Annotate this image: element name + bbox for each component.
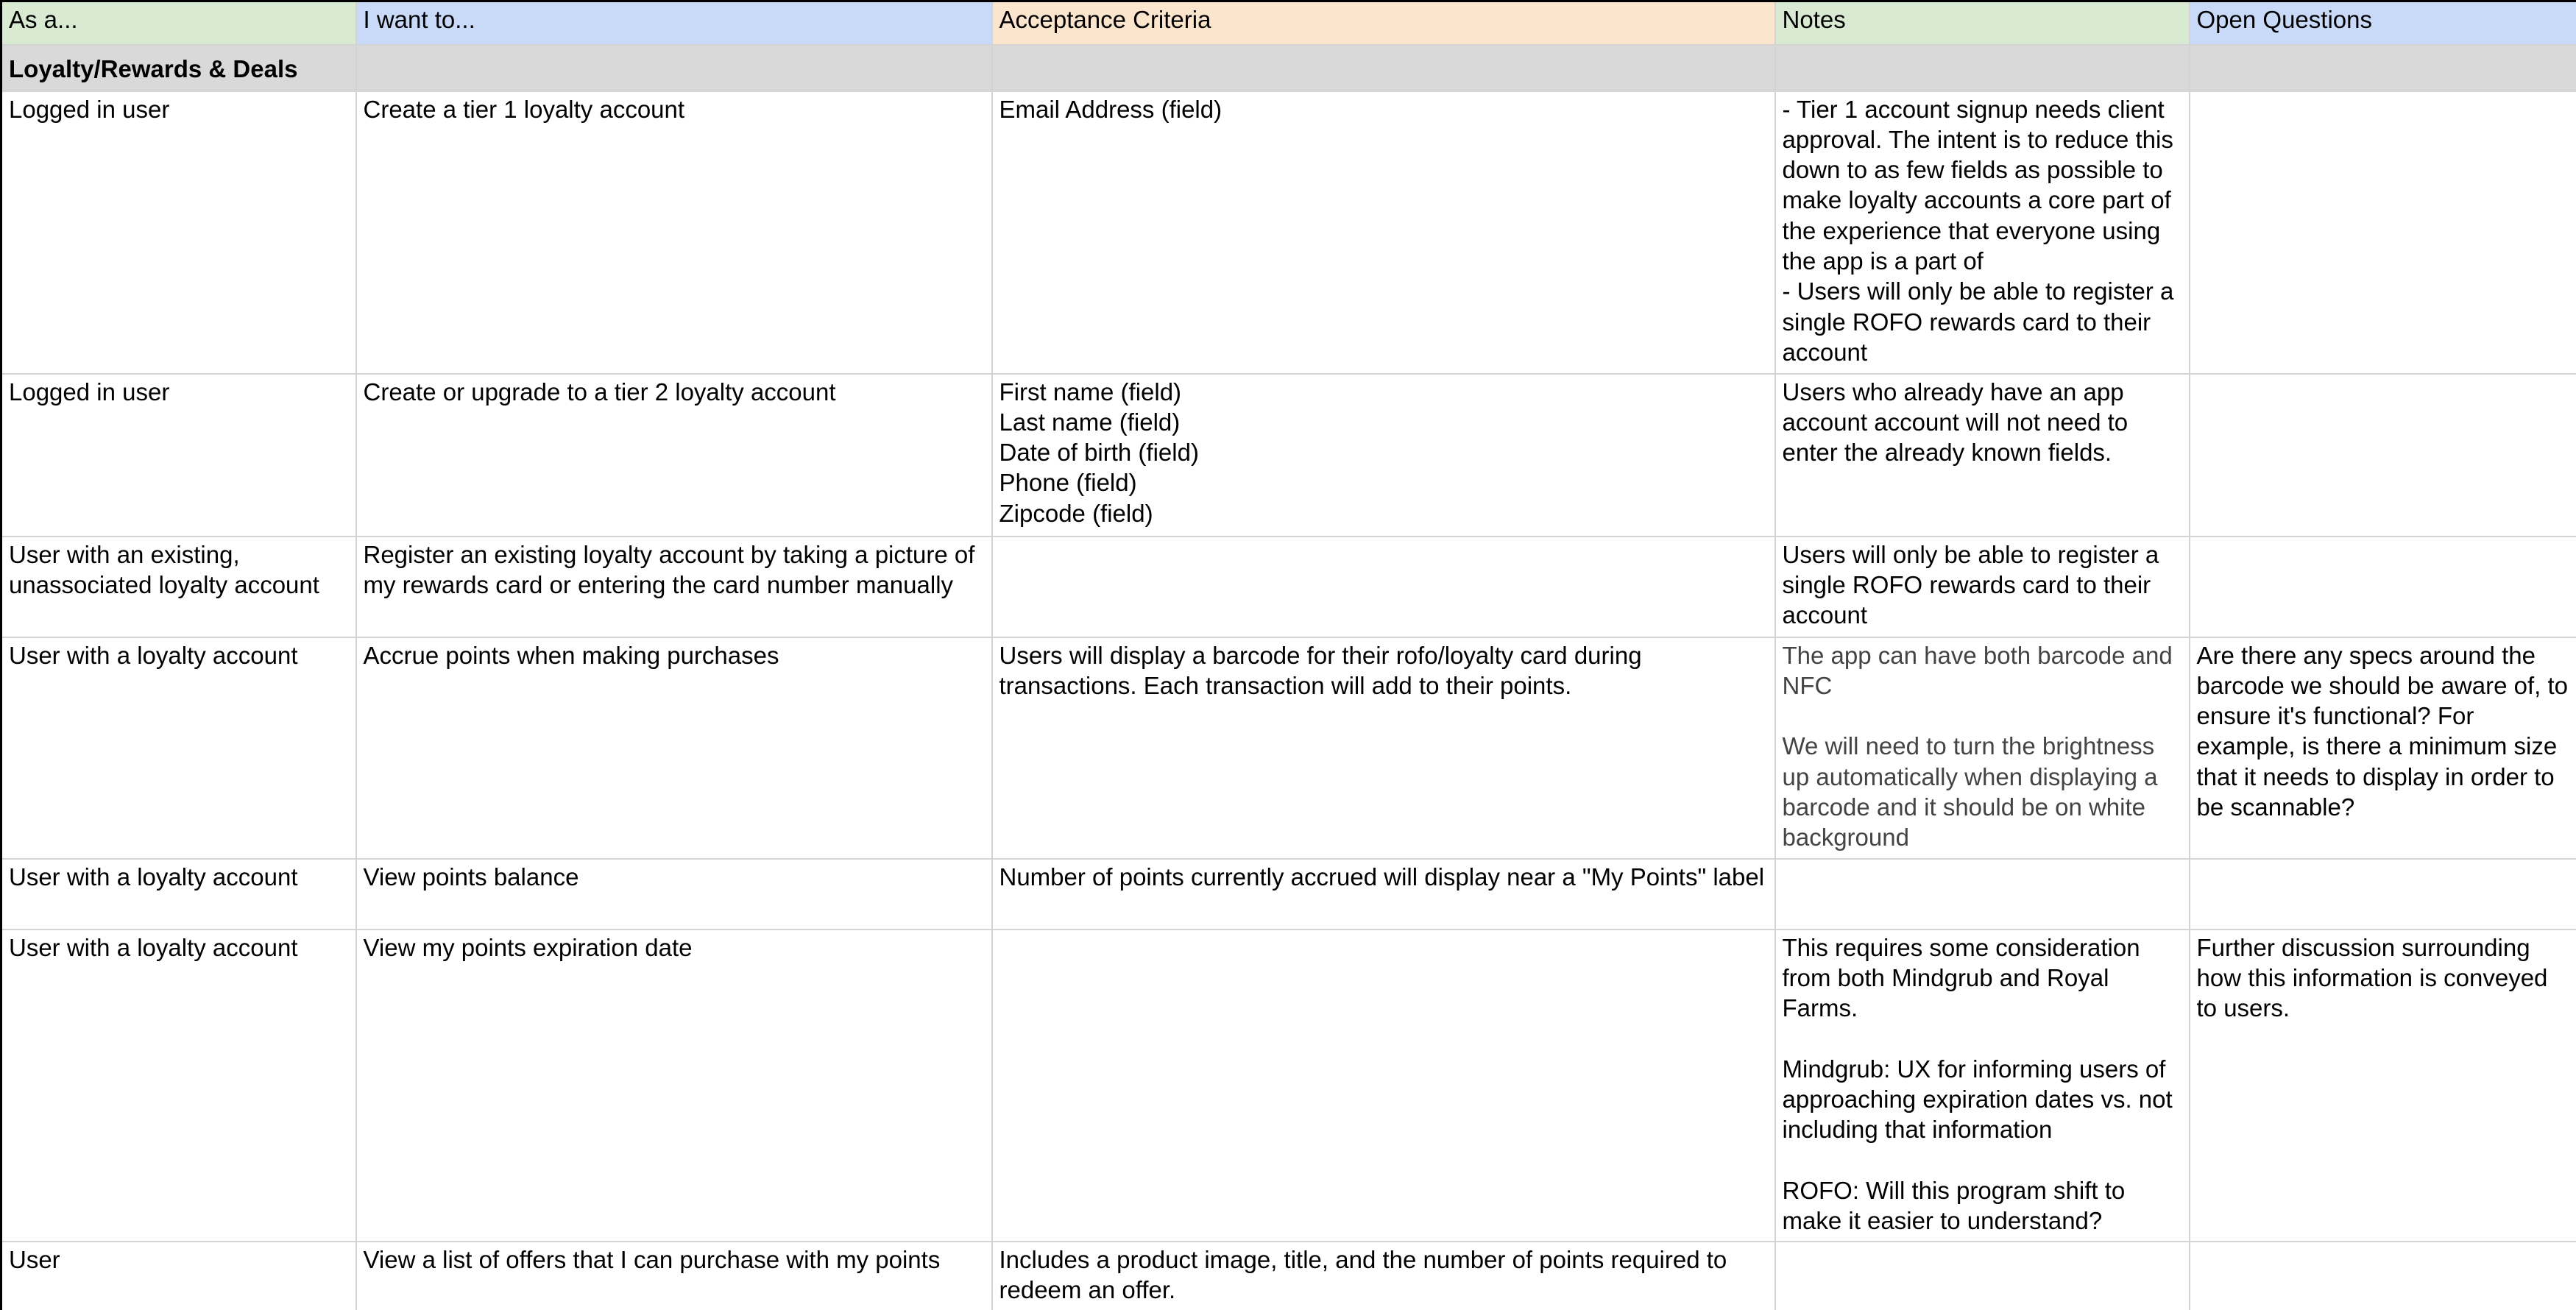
column-header-want[interactable]: I want to... — [356, 1, 992, 45]
want-cell[interactable]: Accrue points when making purchases — [356, 637, 992, 859]
column-header-as[interactable]: As a... — [1, 1, 356, 45]
open-questions-cell[interactable]: Are there any specs around the barcode we should be aware of, to ensure it's functional? For example, is there a minimum size that it needs to display in order to be scannable? — [2190, 637, 2576, 859]
column-header-open-questions[interactable]: Open Questions — [2190, 1, 2576, 45]
section-label-cell[interactable]: Loyalty/Rewards & Deals — [1, 45, 356, 91]
open-questions-cell[interactable] — [2190, 537, 2576, 637]
section-empty-cell[interactable] — [992, 45, 1775, 91]
want-cell[interactable]: Create a tier 1 loyalty account — [356, 91, 992, 374]
table-row — [1, 537, 2576, 637]
open-questions-cell[interactable] — [2190, 859, 2576, 930]
acceptance-criteria-cell[interactable]: First name (field) Last name (field) Date of birth (field) Phone (field) Zipcode (field) — [992, 374, 1775, 537]
as-cell[interactable]: Logged in user — [1, 374, 356, 537]
table-row — [1, 374, 2576, 537]
want-cell[interactable]: View a list of offers that I can purchase with my points — [356, 1242, 992, 1310]
open-questions-cell[interactable]: Further discussion surrounding how this information is conveyed to users. — [2190, 930, 2576, 1242]
acceptance-criteria-cell[interactable]: Includes a product image, title, and the number of points required to redeem an offer. — [992, 1242, 1775, 1310]
acceptance-criteria-cell[interactable]: Email Address (field) — [992, 91, 1775, 374]
section-empty-cell[interactable] — [356, 45, 992, 91]
want-cell[interactable]: Create or upgrade to a tier 2 loyalty account — [356, 374, 992, 537]
header-row — [1, 1, 2576, 45]
acceptance-criteria-cell[interactable]: Users will display a barcode for their rofo/loyalty card during transactions. Each transaction will add to their points. — [992, 637, 1775, 859]
table-row — [1, 859, 2576, 930]
acceptance-criteria-cell[interactable]: Number of points currently accrued will display near a "My Points" label — [992, 859, 1775, 930]
open-questions-cell[interactable] — [2190, 1242, 2576, 1310]
want-cell[interactable]: View points balance — [356, 859, 992, 930]
notes-cell[interactable] — [1775, 859, 2190, 930]
table-row — [1, 1242, 2576, 1310]
column-header-notes[interactable]: Notes — [1775, 1, 2190, 45]
table-row — [1, 637, 2576, 859]
section-empty-cell[interactable] — [2190, 45, 2576, 91]
as-cell[interactable]: User with an existing, unassociated loyalty account — [1, 537, 356, 637]
section-row — [1, 45, 2576, 91]
notes-cell[interactable]: Users will only be able to register a single ROFO rewards card to their account — [1775, 537, 2190, 637]
notes-cell[interactable]: - Tier 1 account signup needs client approval. The intent is to reduce this down to as few fields as possible to make loyalty accounts a core part of the experience that everyone using the app is a part of - Users will only be able to register a single ROFO rewards card to their account — [1775, 91, 2190, 374]
as-cell[interactable]: User with a loyalty account — [1, 930, 356, 1242]
open-questions-cell[interactable] — [2190, 91, 2576, 374]
notes-cell[interactable]: The app can have both barcode and NFC We will need to turn the brightness up automatically when displaying a barcode and it should be on white background — [1775, 637, 2190, 859]
table-row — [1, 930, 2576, 1242]
acceptance-criteria-cell[interactable] — [992, 930, 1775, 1242]
acceptance-criteria-cell[interactable] — [992, 537, 1775, 637]
as-cell[interactable]: User with a loyalty account — [1, 637, 356, 859]
table-row — [1, 91, 2576, 374]
as-cell[interactable]: Logged in user — [1, 91, 356, 374]
notes-cell[interactable]: This requires some consideration from both Mindgrub and Royal Farms. Mindgrub: UX for informing users of approaching expiration dates vs. not including that information ROFO: Will this program shift to make it easier to understand? — [1775, 930, 2190, 1242]
want-cell[interactable]: View my points expiration date — [356, 930, 992, 1242]
notes-cell[interactable]: Users who already have an app account account will not need to enter the already known fields. — [1775, 374, 2190, 537]
as-cell[interactable]: User with a loyalty account — [1, 859, 356, 930]
section-empty-cell[interactable] — [1775, 45, 2190, 91]
want-cell[interactable]: Register an existing loyalty account by taking a picture of my rewards card or entering the card number manually — [356, 537, 992, 637]
as-cell[interactable]: User — [1, 1242, 356, 1310]
open-questions-cell[interactable] — [2190, 374, 2576, 537]
column-header-acceptance-criteria[interactable]: Acceptance Criteria — [992, 1, 1775, 45]
notes-cell[interactable] — [1775, 1242, 2190, 1310]
